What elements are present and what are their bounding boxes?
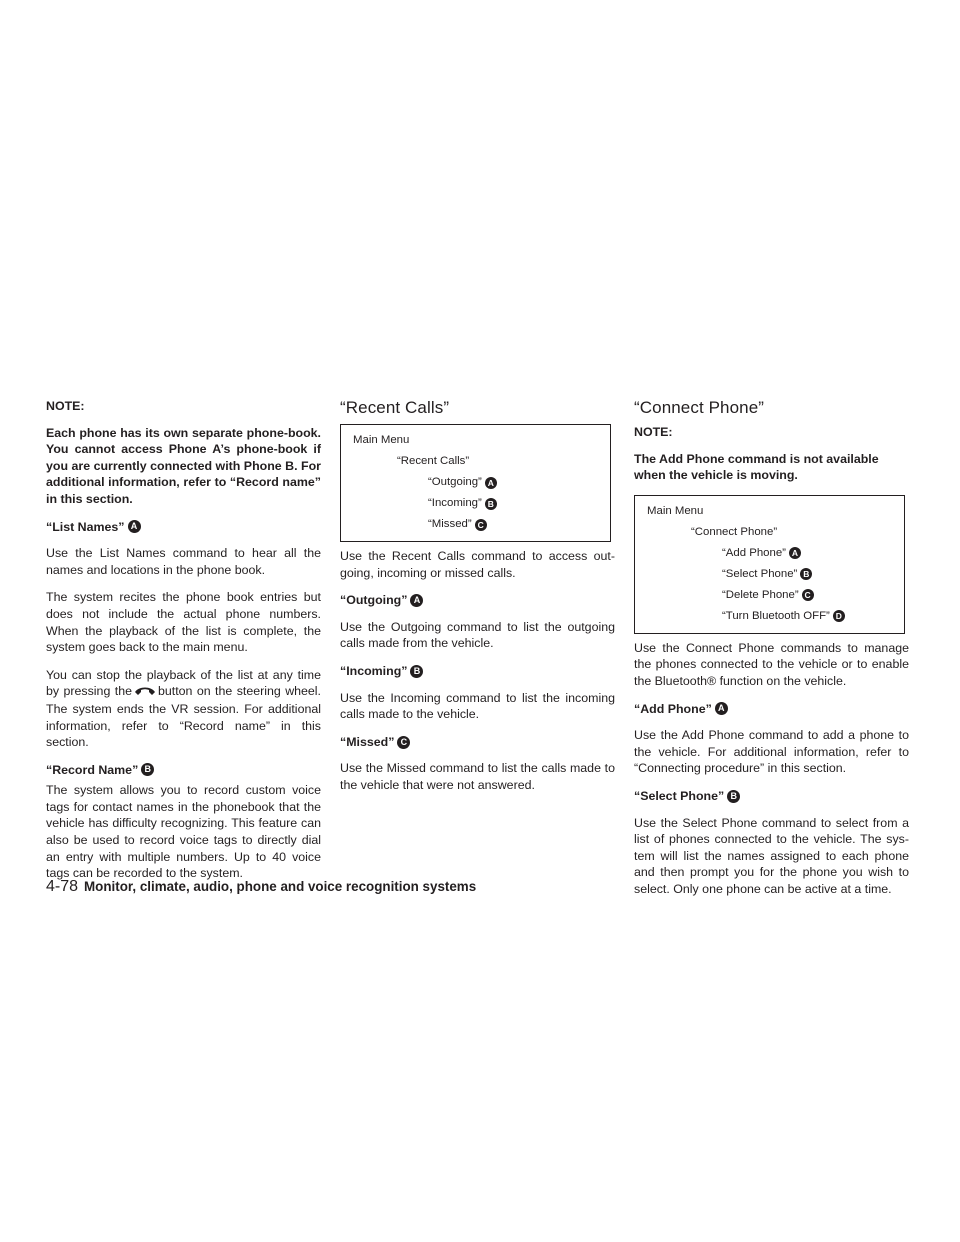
menu-tree-item (353, 514, 602, 535)
callout-marker: C (802, 589, 814, 601)
menu-tree-connect-phone (634, 495, 905, 634)
menu-tree-item (647, 543, 896, 564)
record-name-paragraph: The system allows you to record custom voice tags for contact names in the phonebook that the vehicle has difficulty recognizing. This feature can also be used to record voice tags to directly dial an entry with multiple numbers. Up to 40 voice tags can be recorded to the system. (46, 783, 321, 881)
phone-hangup-icon (134, 684, 156, 701)
outgoing-heading (340, 592, 615, 609)
list-names-paragraph-3-b: button on the steering wheel. The system ends the VR session. For additional information, refer to “Record name” in this section. (46, 684, 322, 750)
list-names-paragraph-3 (46, 667, 321, 751)
section-title-connect-phone: “Connect Phone” (634, 398, 765, 417)
outgoing-text: Use the Outgoing command to list the outgoing calls made from the vehicle. (340, 619, 615, 651)
outgoing-heading-text: “Outgoing” (340, 593, 408, 608)
callout-marker: B (485, 498, 497, 510)
page-footer (46, 878, 476, 896)
callout-marker: C (475, 519, 487, 531)
list-names-paragraph-1: Use the List Names command to hear all the names and locations in the phone book. (46, 546, 321, 577)
list-names-heading-text: “List Names” (46, 519, 125, 534)
record-name-heading-text: “Record Name” (46, 762, 139, 777)
page-number: 4-78 (46, 878, 79, 895)
callout-marker: A (789, 547, 801, 559)
select-phone-text: Use the Select Phone command to select from a list of phones connected to the vehicle. The sys-tem will list the names assigned to each phone and then prompt you for the phone you wish to select. Only one phone can be active at a time. (634, 815, 909, 896)
chapter-title: Monitor, climate, audio, phone and voice recognition systems (84, 879, 477, 894)
menu-tree-item-label: “Incoming” (428, 497, 482, 509)
missed-heading (340, 734, 615, 751)
incoming-heading (340, 663, 615, 680)
menu-tree-item (353, 493, 602, 514)
menu-tree-item (647, 564, 896, 585)
note-text: The Add Phone command is not available when the vehicle is moving. (634, 451, 879, 483)
callout-marker: C (397, 736, 410, 749)
note-label: NOTE: (46, 399, 85, 413)
menu-tree-item-label: “Add Phone” (722, 546, 786, 559)
add-phone-text: Use the Add Phone command to add a phone to the vehicle. For additional information, refer to “Connecting procedure” in this section. (634, 728, 909, 776)
missed-text: Use the Missed command to list the calls made to the vehicle that were not answered. (340, 761, 615, 792)
callout-marker: B (727, 790, 740, 803)
add-phone-heading (634, 701, 909, 718)
callout-marker: D (833, 610, 845, 622)
menu-tree-level-1: “Recent Calls” (397, 455, 470, 467)
menu-tree-root: Main Menu (647, 504, 704, 517)
menu-tree-level-1: “Connect Phone” (691, 525, 778, 538)
recent-calls-intro: Use the Recent Calls command to access out-going, incoming or missed calls. (340, 549, 615, 580)
section-title-recent-calls: “Recent Calls” (340, 398, 450, 417)
note-text: Each phone has its own separate phone-book. You cannot access Phone A’s phone-book if you are currently connected with Phone B. For additional information, refer to “Record name” in this section. (46, 425, 321, 506)
select-phone-heading-text: “Select Phone” (634, 788, 725, 803)
menu-tree-item (647, 606, 896, 627)
incoming-text: Use the Incoming command to list the incoming calls made to the vehicle. (340, 690, 615, 722)
callout-marker: B (800, 568, 812, 580)
menu-tree-item-label: “Missed” (428, 518, 472, 530)
menu-tree-recent-calls (340, 424, 611, 542)
column-middle (340, 398, 615, 805)
menu-tree-item-label: “Delete Phone” (722, 588, 799, 601)
callout-marker: A (128, 520, 141, 533)
record-name-heading (46, 762, 321, 779)
list-names-paragraph-3-a: You can stop the playback of the list at any time by pressing the (46, 667, 321, 699)
callout-marker: B (141, 763, 154, 776)
column-left (46, 398, 321, 893)
column-right (634, 398, 909, 909)
menu-tree-item (353, 472, 602, 493)
callout-marker: A (485, 477, 497, 489)
incoming-heading-text: “Incoming” (340, 663, 408, 678)
note-label: NOTE: (634, 425, 673, 439)
menu-tree-item (647, 585, 896, 606)
callout-marker: B (410, 665, 423, 678)
missed-heading-text: “Missed” (340, 734, 395, 749)
list-names-heading (46, 519, 321, 536)
list-names-paragraph-2: The system recites the phone book entries but does not include the actual phone numbers. When the playback of the list is complete, the system goes back to the main menu. (46, 590, 321, 655)
add-phone-heading-text: “Add Phone” (634, 701, 712, 716)
menu-tree-item-label: “Select Phone” (722, 567, 798, 580)
callout-marker: A (715, 702, 728, 715)
menu-tree-item-label: “Turn Bluetooth OFF” (722, 609, 830, 622)
menu-tree-item-label: “Outgoing” (428, 476, 482, 488)
connect-phone-intro: Use the Connect Phone commands to manage the phones connected to the vehicle or to enable the Bluetooth® function on the vehicle. (634, 640, 909, 688)
callout-marker: A (410, 594, 423, 607)
select-phone-heading (634, 788, 909, 805)
menu-tree-root: Main Menu (353, 434, 410, 446)
